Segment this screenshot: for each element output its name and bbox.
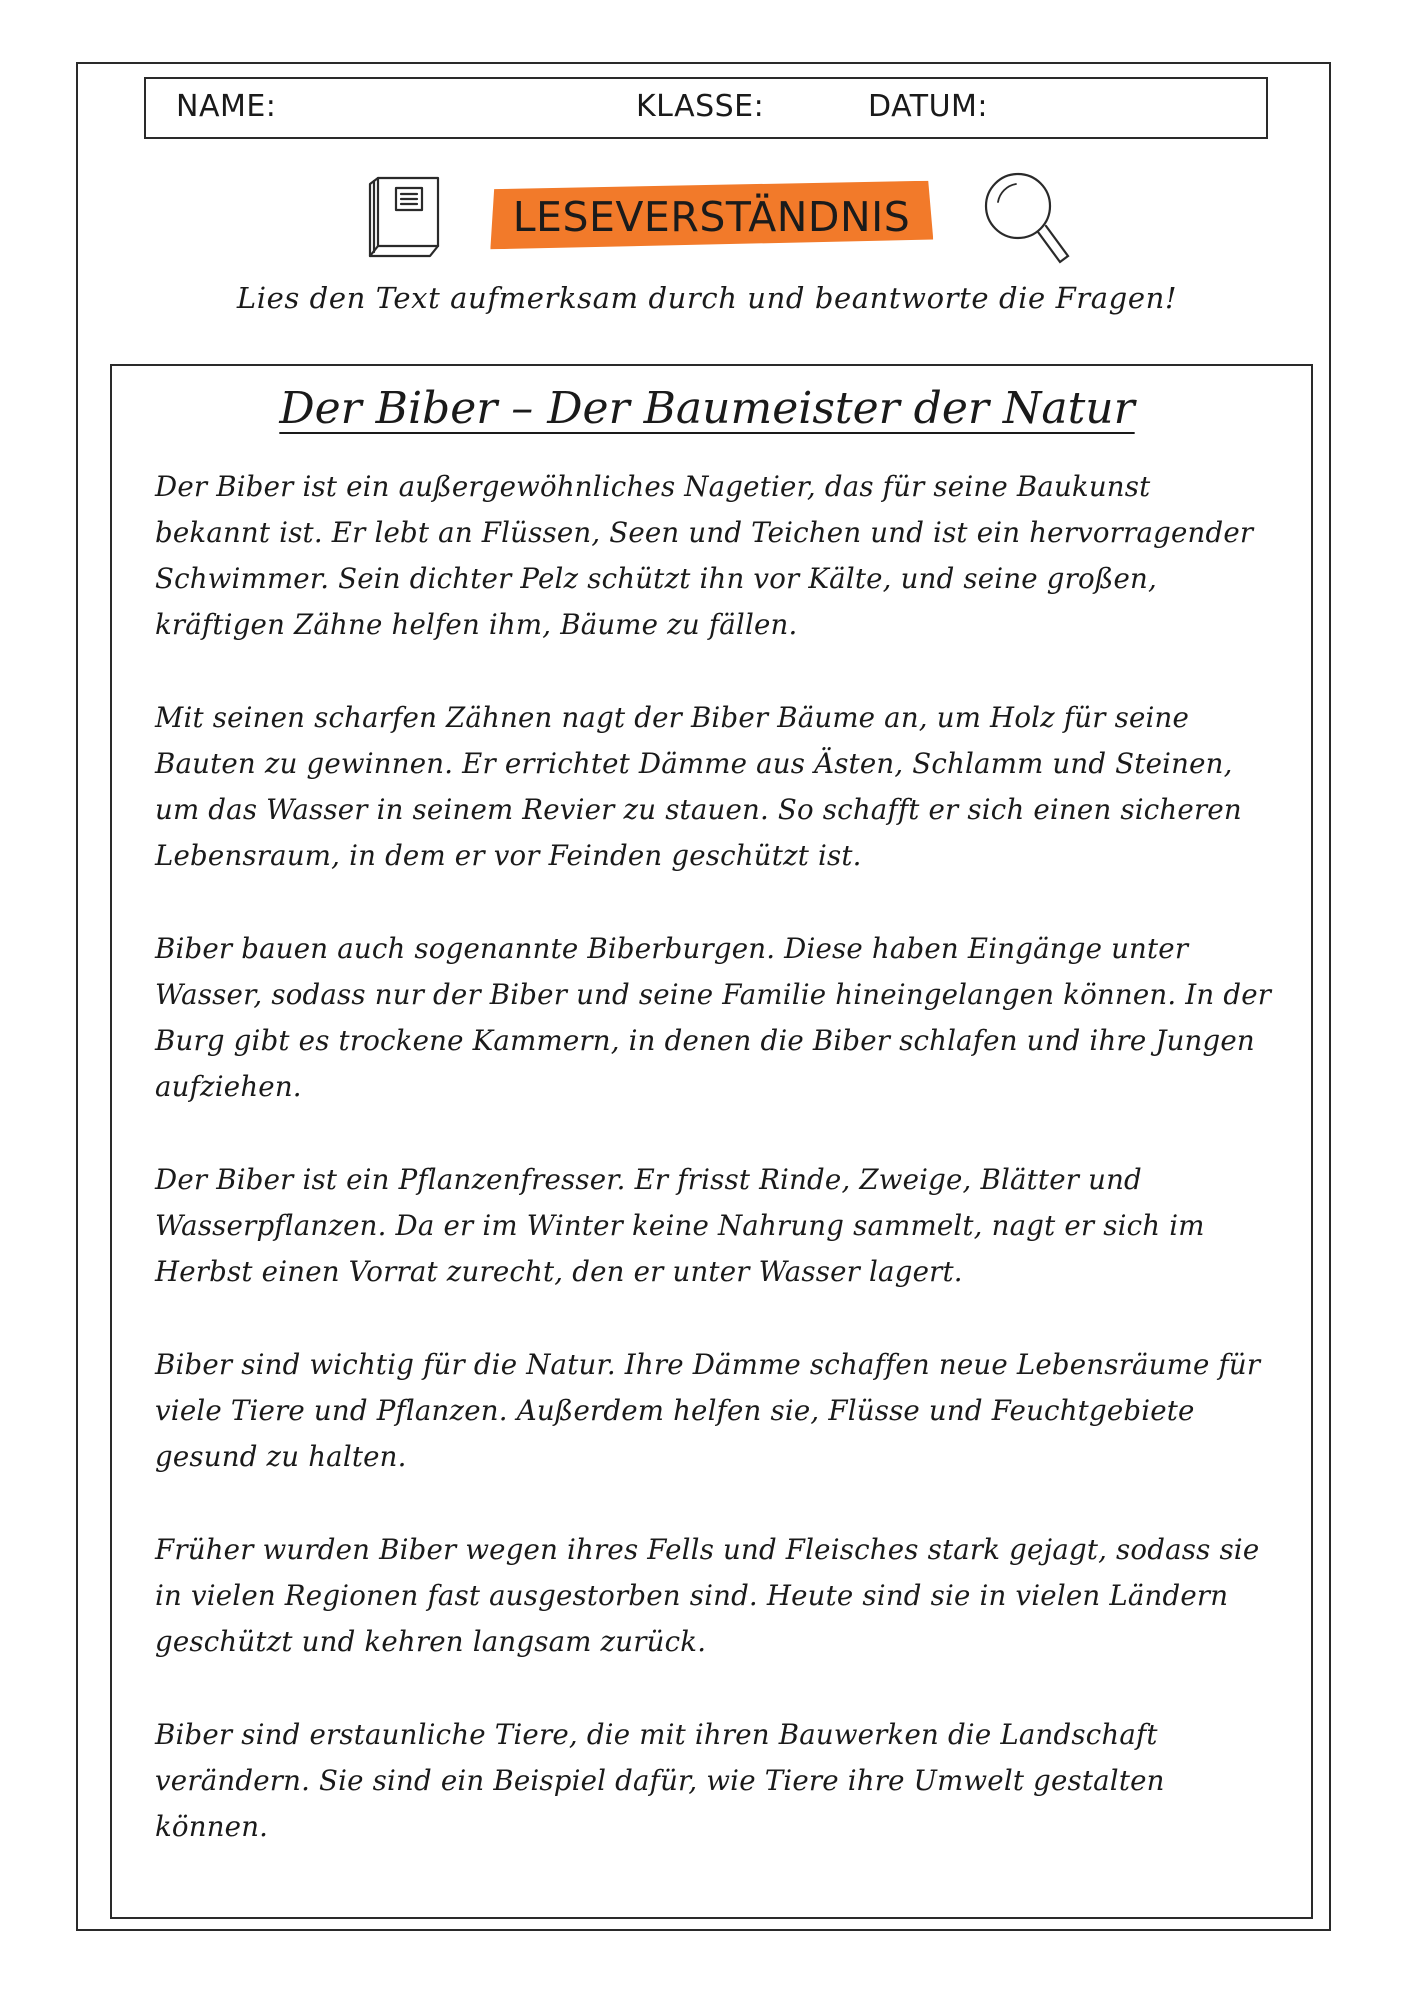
story-paragraph: Der Biber ist ein Pflanzenfresser. Er frisst Rinde, Zweige, Blätter und Wasserpflanzen. Da er im Winter keine Nahrung sammelt, nagt er sich im Herbst einen Vorrat zurecht, den er unter Wasser lagert. xyxy=(155,1163,1205,1288)
story-paragraph: Biber sind erstaunliche Tiere, die mit ihren Bauwerken die Landschaft verändern. Sie sind ein Beispiel dafür, wie Tiere ihre Umwelt gestalten können. xyxy=(155,1718,1165,1843)
name-label: NAME: xyxy=(176,89,277,124)
worksheet-title: LESEVERSTÄNDNIS xyxy=(512,193,911,241)
story-title-text: Der Biber – Der Baumeister der Natur xyxy=(279,383,1135,434)
student-info-header xyxy=(144,77,1268,139)
story-paragraph: Biber sind wichtig für die Natur. Ihre Dämme schaffen neue Lebensräume für viele Tiere und Pflanzen. Außerdem helfen sie, Flüsse und Feuchtgebiete gesund zu halten. xyxy=(155,1348,1261,1473)
class-label: KLASSE: xyxy=(636,89,765,124)
story-paragraph: Mit seinen scharfen Zähnen nagt der Biber Bäume an, um Holz für seine Bauten zu gewinnen. Er errichtet Dämme aus Ästen, Schlamm und Steinen, um das Wasser in seinem Revier zu stauen. So schafft er sich einen sicheren Lebensraum, in dem er vor Feinden geschützt ist. xyxy=(155,701,1242,872)
story-paragraph: Früher wurden Biber wegen ihres Fells und Fleisches stark gejagt, sodass sie in vielen Regionen fast ausgestorben sind. Heute sind sie in vielen Ländern geschützt und kehren langsam zurück. xyxy=(155,1533,1260,1658)
story-paragraph: Biber bauen auch sogenannte Biberburgen. Diese haben Eingänge unter Wasser, sodass nur der Biber und seine Familie hineingelangen können. In der Burg gibt es trockene Kammern, in denen die Biber schlafen und ihre Jungen aufziehen. xyxy=(155,932,1272,1103)
story-title xyxy=(0,383,1414,434)
magnifier-icon xyxy=(978,166,1074,270)
date-label: DATUM: xyxy=(868,89,989,124)
instruction-text: Lies den Text aufmerksam durch und beantworte die Fragen! xyxy=(236,281,1178,315)
story-paragraph: Der Biber ist ein außergewöhnliches Nagetier, das für seine Baukunst bekannt ist. Er lebt an Flüssen, Seen und Teichen und ist ein hervorragender Schwimmer. Sein dichter Pelz schützt ihn vor Kälte, und seine großen, kräftigen Zähne helfen ihm, Bäume zu fällen. xyxy=(155,470,1254,641)
book-icon xyxy=(364,174,442,260)
